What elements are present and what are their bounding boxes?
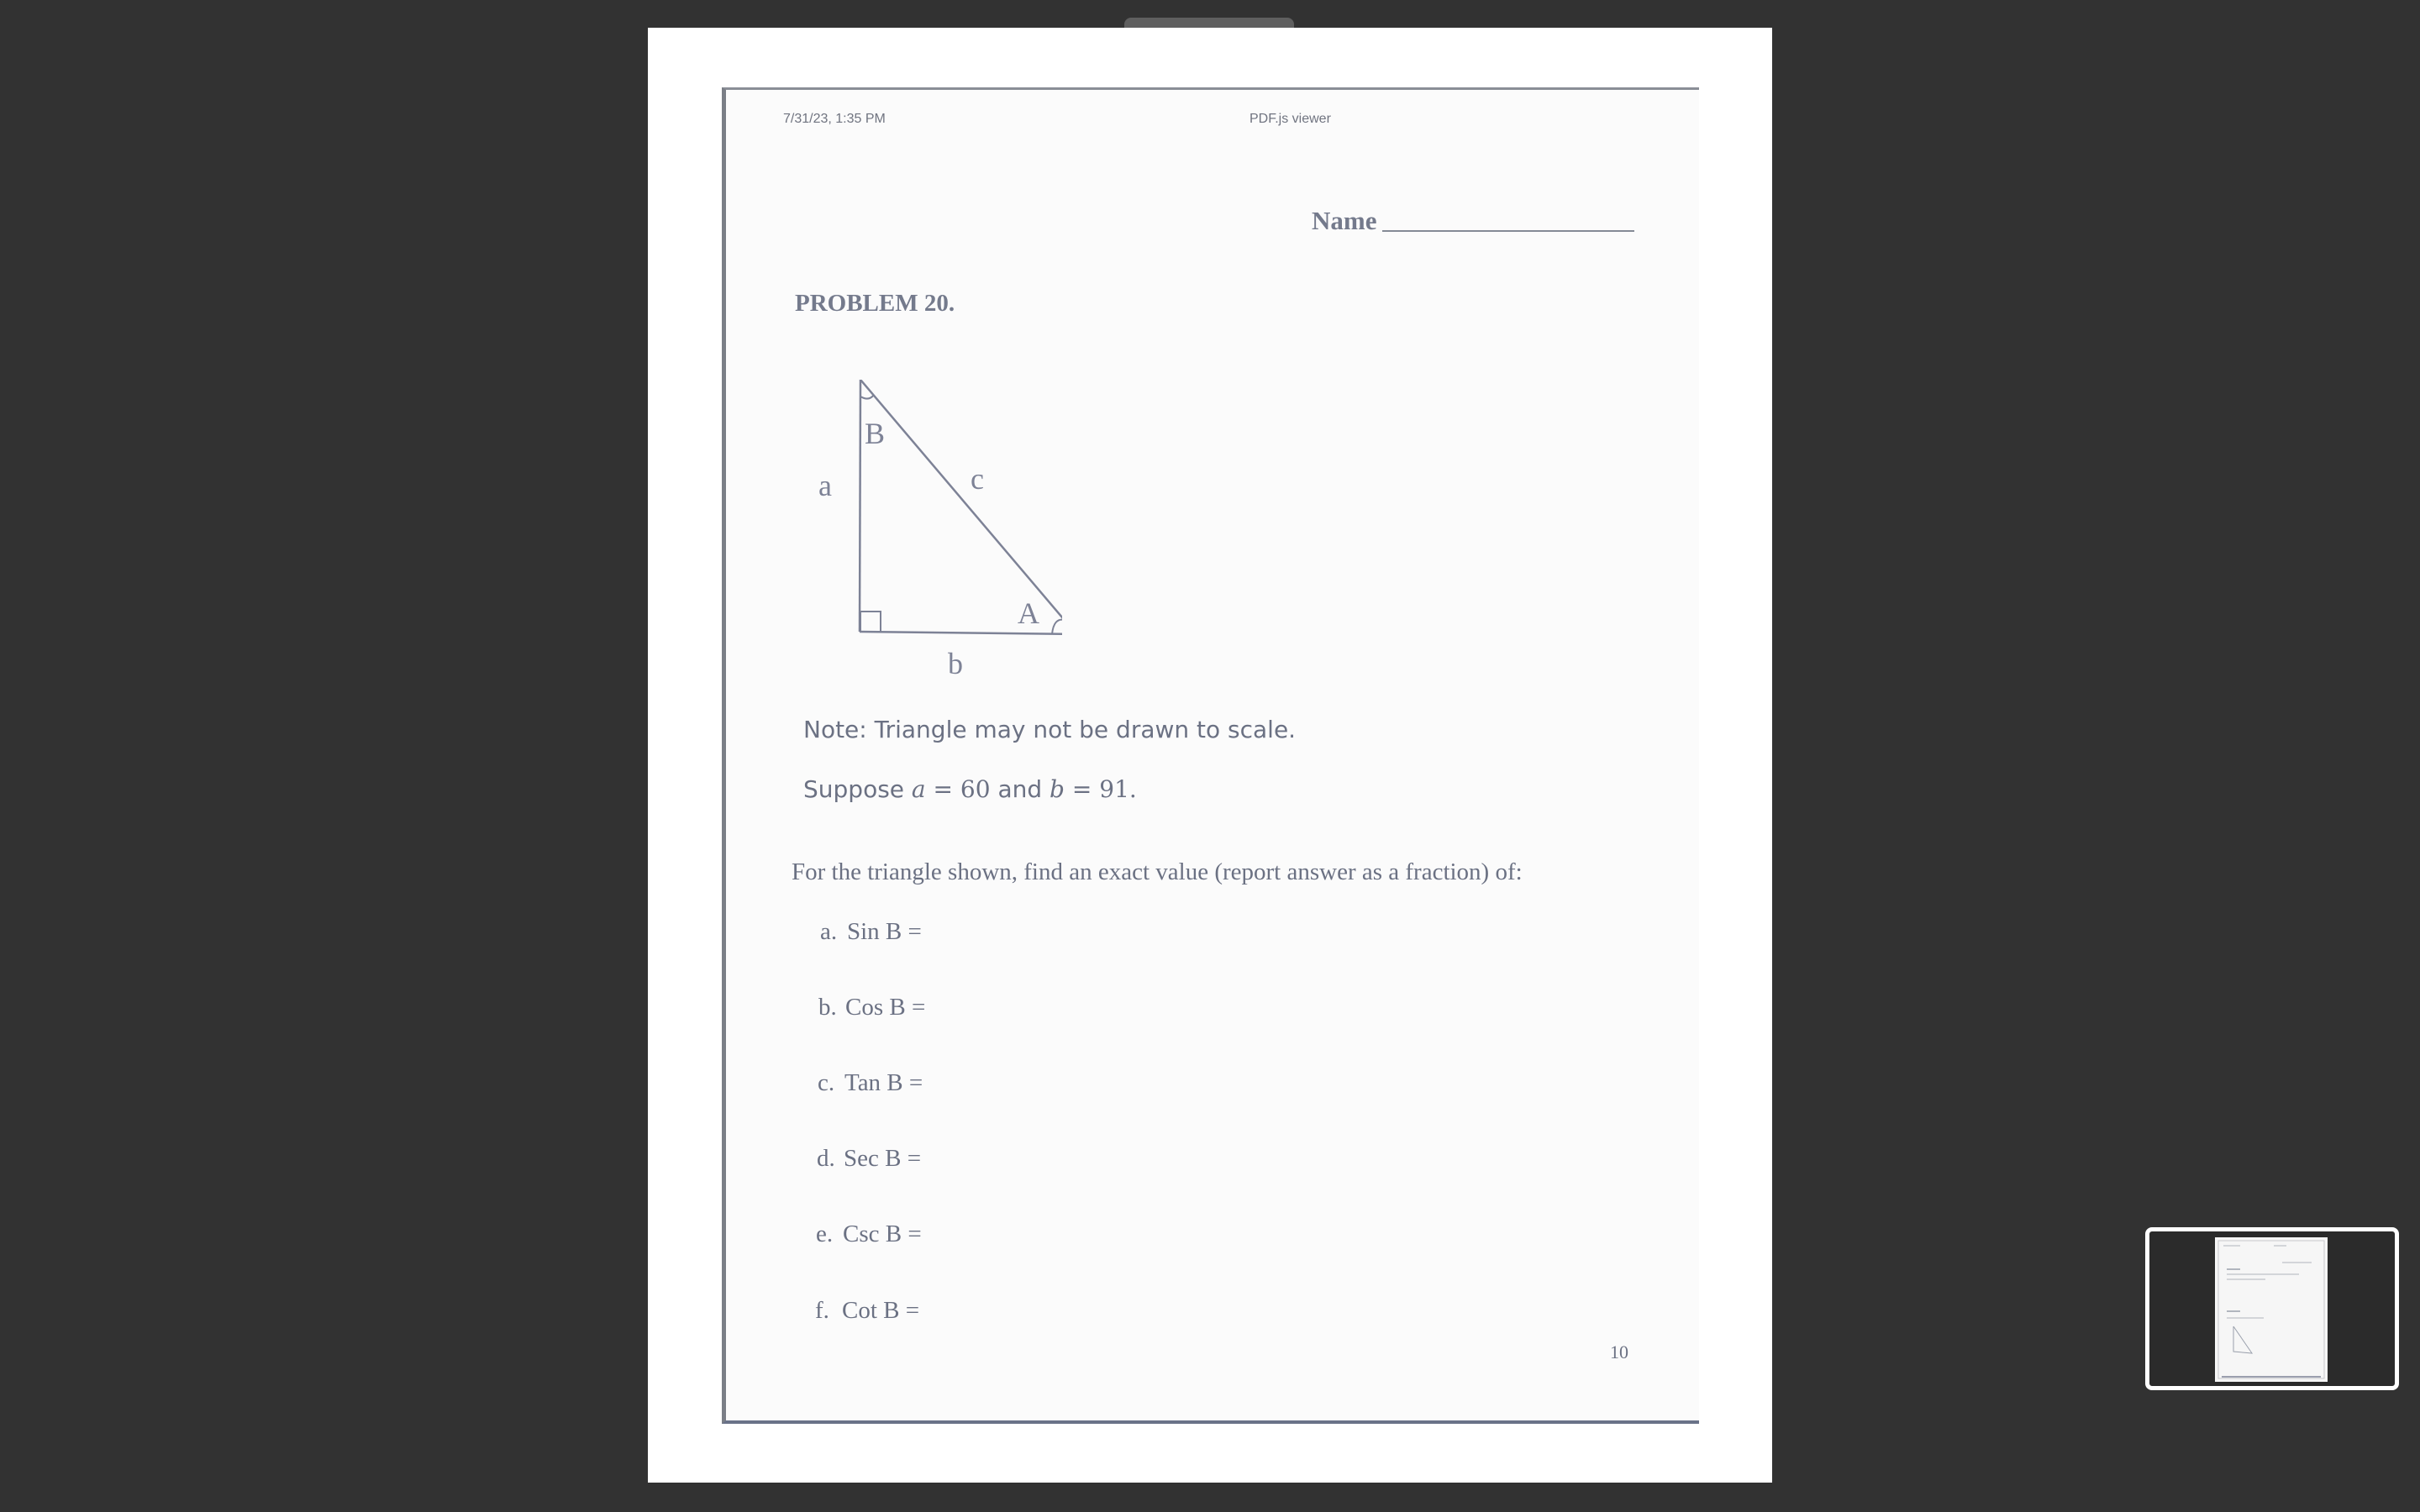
- triangle-side-b: [860, 632, 1062, 634]
- question-label: d.: [817, 1145, 835, 1172]
- given-value-b: 91: [1099, 775, 1129, 803]
- given-joiner: and: [997, 775, 1043, 803]
- question-item: [818, 1069, 923, 1097]
- print-title: PDF.js viewer: [1249, 112, 1331, 126]
- right-angle-marker: [860, 612, 881, 632]
- name-blank-line: [1382, 230, 1634, 232]
- given-equals-a: =: [933, 775, 953, 803]
- given-value-a: 60: [960, 775, 991, 803]
- question-item: [820, 918, 922, 946]
- problem-title: PROBLEM 20.: [795, 290, 955, 317]
- page-thumbnail[interactable]: [2215, 1237, 2328, 1382]
- question-text: Tan B =: [844, 1069, 923, 1096]
- given-var-b: b: [1050, 775, 1065, 803]
- question-label: c.: [818, 1069, 835, 1096]
- page-indicator-text: Page 2 of 2: [1138, 26, 1281, 57]
- page-indicator: [1124, 18, 1294, 66]
- given-var-a: a: [911, 775, 926, 803]
- question-item: [816, 1221, 922, 1248]
- question-text: Cot B =: [842, 1297, 920, 1324]
- given-equals-b: =: [1071, 775, 1092, 803]
- scale-note: Note: Triangle may not be drawn to scale.: [803, 716, 1297, 743]
- question-item: [818, 994, 925, 1021]
- question-label: f.: [815, 1297, 829, 1324]
- question-item: [817, 1145, 921, 1173]
- question-text: Sec B =: [844, 1145, 922, 1172]
- question-label: e.: [816, 1221, 834, 1247]
- label-side-c: c: [971, 462, 984, 496]
- question-text: Csc B =: [843, 1221, 922, 1247]
- label-angle-b: B: [865, 417, 886, 450]
- given-prefix: Suppose: [803, 775, 905, 803]
- page-number: 10: [1610, 1341, 1628, 1362]
- given-period: .: [1128, 775, 1137, 803]
- angle-b-arc: [860, 395, 874, 399]
- question-text: Sin B =: [847, 918, 922, 945]
- given-values: [803, 775, 1137, 803]
- label-side-b: b: [948, 647, 963, 680]
- question-label: a.: [820, 918, 838, 945]
- page-thumbnail-panel[interactable]: [2145, 1227, 2399, 1390]
- thumbnail-preview-icon: [2215, 1237, 2328, 1382]
- question-label: b.: [818, 994, 837, 1021]
- problem-instruction: For the triangle shown, find an exact value (report answer as a fraction) of:: [792, 858, 1523, 885]
- scanned-worksheet: [722, 87, 1699, 1424]
- print-timestamp: 7/31/23, 1:35 PM: [783, 112, 886, 126]
- label-angle-a: A: [1018, 596, 1039, 630]
- angle-a-arc: [1052, 620, 1062, 634]
- name-label: Name: [1312, 206, 1377, 235]
- label-side-a: a: [818, 469, 832, 502]
- question-item: [815, 1297, 919, 1325]
- question-text: Cos B =: [845, 994, 926, 1021]
